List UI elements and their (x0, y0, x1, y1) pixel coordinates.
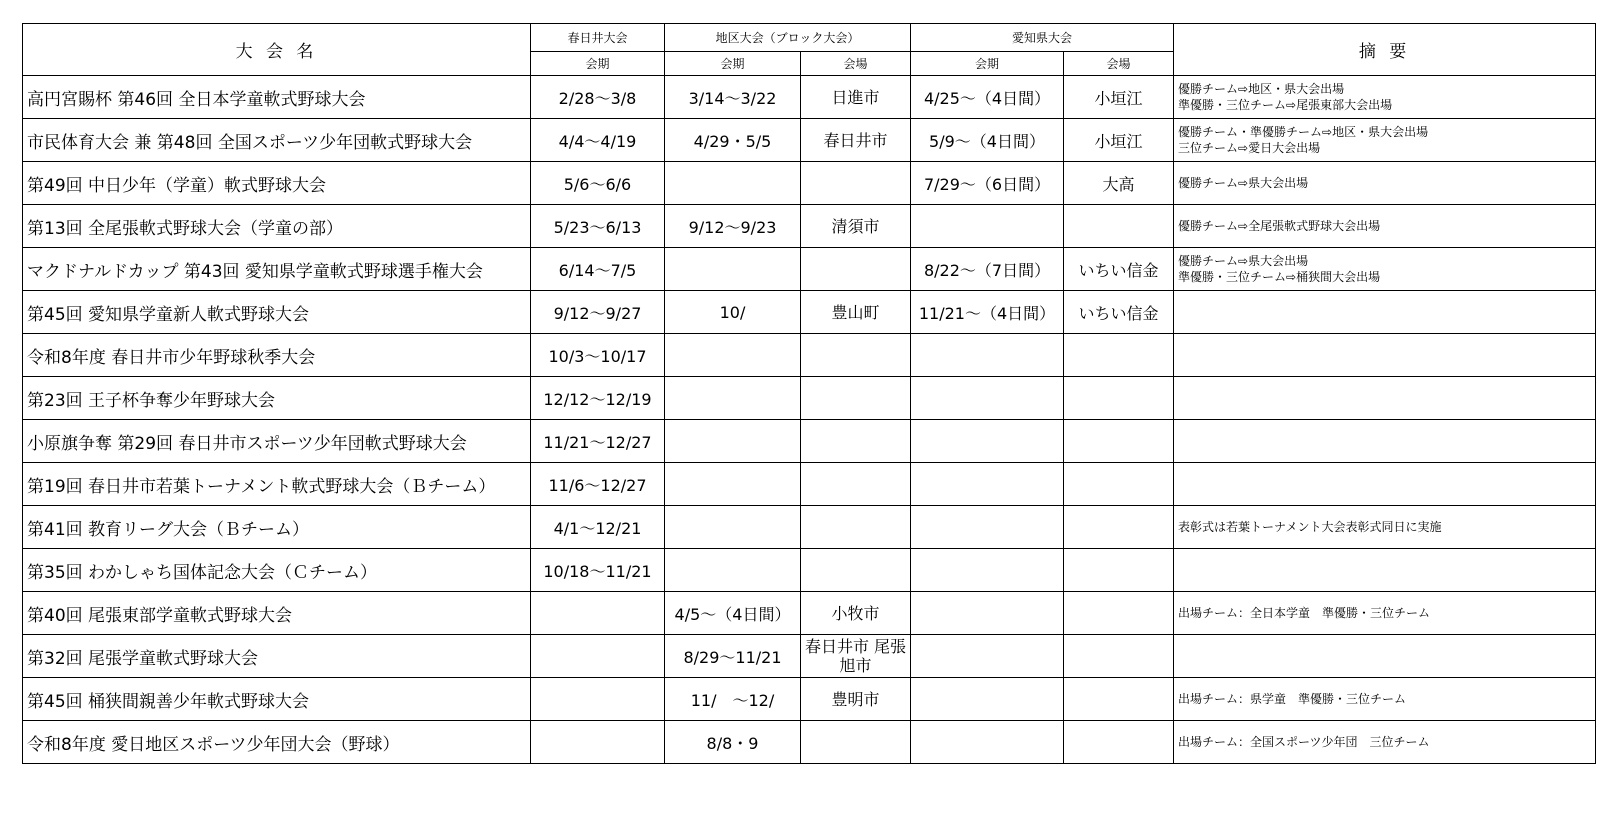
summary-cell: 優勝チーム⇨県大会出場 (1174, 162, 1596, 205)
aichi-venue-cell (1064, 420, 1174, 463)
summary-cell (1174, 377, 1596, 420)
aichi-venue-cell: 大高 (1064, 162, 1174, 205)
district-venue-cell (801, 420, 911, 463)
table-row (23, 334, 1596, 377)
district-period-cell (665, 549, 801, 592)
aichi-venue-cell: 小垣江 (1064, 119, 1174, 162)
kasugai-period-cell: 4/1～12/21 (531, 506, 665, 549)
district-venue-cell (801, 463, 911, 506)
table-body (23, 76, 1596, 764)
aichi-venue-cell (1064, 721, 1174, 764)
kasugai-period-cell: 5/23～6/13 (531, 205, 665, 248)
aichi-period-cell: 8/22～（7日間） (911, 248, 1064, 291)
district-period-cell (665, 377, 801, 420)
kasugai-period-cell (531, 678, 665, 721)
kasugai-period-cell (531, 592, 665, 635)
aichi-venue-cell: いちい信金 (1064, 248, 1174, 291)
district-period-cell (665, 334, 801, 377)
tournament-name-cell: 第49回 中日少年（学童）軟式野球大会 (23, 162, 531, 205)
table-row (23, 162, 1596, 205)
kasugai-period-cell: 11/6～12/27 (531, 463, 665, 506)
summary-cell: 表彰式は若葉トーナメント大会表彰式同日に実施 (1174, 506, 1596, 549)
header-aichi-period: 会期 (911, 52, 1064, 76)
aichi-venue-cell (1064, 678, 1174, 721)
kasugai-period-cell: 2/28～3/8 (531, 76, 665, 119)
aichi-venue-cell (1064, 463, 1174, 506)
summary-cell: 優勝チーム⇨県大会出場 準優勝・三位チーム⇨桶狭間大会出場 (1174, 248, 1596, 291)
aichi-period-cell (911, 721, 1064, 764)
tournament-name-cell: 第41回 教育リーグ大会（Ｂチーム） (23, 506, 531, 549)
district-venue-cell: 豊明市 (801, 678, 911, 721)
aichi-period-cell: 11/21～（4日間） (911, 291, 1064, 334)
aichi-period-cell: 5/9～（4日間） (911, 119, 1064, 162)
tournament-name-cell: 第45回 桶狭間親善少年軟式野球大会 (23, 678, 531, 721)
district-period-cell: 3/14～3/22 (665, 76, 801, 119)
district-venue-cell (801, 506, 911, 549)
table-row (23, 205, 1596, 248)
district-venue-cell (801, 334, 911, 377)
header-district-venue: 会場 (801, 52, 911, 76)
district-venue-cell (801, 162, 911, 205)
tournament-name-cell: 高円宮賜杯 第46回 全日本学童軟式野球大会 (23, 76, 531, 119)
summary-cell (1174, 635, 1596, 678)
header-district-period: 会期 (665, 52, 801, 76)
header-aichi-venue: 会場 (1064, 52, 1174, 76)
district-venue-cell: 春日井市 (801, 119, 911, 162)
kasugai-period-cell (531, 635, 665, 678)
kasugai-period-cell: 5/6～6/6 (531, 162, 665, 205)
aichi-venue-cell (1064, 549, 1174, 592)
header-kasugai: 春日井大会 (531, 24, 665, 52)
aichi-venue-cell (1064, 205, 1174, 248)
aichi-venue-cell (1064, 377, 1174, 420)
table-row (23, 420, 1596, 463)
kasugai-period-cell: 6/14～7/5 (531, 248, 665, 291)
aichi-period-cell (911, 678, 1064, 721)
tournament-name-cell: 令和8年度 春日井市少年野球秋季大会 (23, 334, 531, 377)
header-tournament-name: 大 会 名 (23, 24, 531, 76)
aichi-venue-cell: いちい信金 (1064, 291, 1174, 334)
header-summary: 摘 要 (1174, 24, 1596, 76)
district-period-cell (665, 420, 801, 463)
tournament-name-cell: 第19回 春日井市若葉トーナメント軟式野球大会（Ｂチーム） (23, 463, 531, 506)
tournament-name-cell: 第13回 全尾張軟式野球大会（学童の部） (23, 205, 531, 248)
tournament-name-cell: マクドナルドカップ 第43回 愛知県学童軟式野球選手権大会 (23, 248, 531, 291)
kasugai-period-cell: 12/12～12/19 (531, 377, 665, 420)
table-row (23, 248, 1596, 291)
kasugai-period-cell: 9/12～9/27 (531, 291, 665, 334)
table-row (23, 592, 1596, 635)
aichi-venue-cell: 小垣江 (1064, 76, 1174, 119)
table-row (23, 463, 1596, 506)
header-row-1 (23, 24, 1596, 52)
summary-cell (1174, 549, 1596, 592)
district-period-cell (665, 506, 801, 549)
district-period-cell: 10/ (665, 291, 801, 334)
district-period-cell (665, 162, 801, 205)
summary-cell: 出場チーム：全国スポーツ少年団 三位チーム (1174, 721, 1596, 764)
summary-cell: 優勝チーム・準優勝チーム⇨地区・県大会出場 三位チーム⇨愛日大会出場 (1174, 119, 1596, 162)
table-row (23, 291, 1596, 334)
tournament-name-cell: 市民体育大会 兼 第48回 全国スポーツ少年団軟式野球大会 (23, 119, 531, 162)
table-row (23, 377, 1596, 420)
district-venue-cell: 小牧市 (801, 592, 911, 635)
kasugai-period-cell: 10/18～11/21 (531, 549, 665, 592)
aichi-period-cell (911, 377, 1064, 420)
summary-cell (1174, 291, 1596, 334)
aichi-period-cell (911, 334, 1064, 377)
aichi-period-cell (911, 205, 1064, 248)
district-period-cell: 4/5～（4日間） (665, 592, 801, 635)
district-period-cell: 8/29～11/21 (665, 635, 801, 678)
summary-cell: 出場チーム：県学童 準優勝・三位チーム (1174, 678, 1596, 721)
district-period-cell (665, 463, 801, 506)
tournament-name-cell: 小原旗争奪 第29回 春日井市スポーツ少年団軟式野球大会 (23, 420, 531, 463)
table-row (23, 721, 1596, 764)
tournament-name-cell: 第23回 王子杯争奪少年野球大会 (23, 377, 531, 420)
tournament-schedule-table (22, 23, 1596, 764)
summary-cell (1174, 334, 1596, 377)
district-venue-cell: 清須市 (801, 205, 911, 248)
aichi-period-cell (911, 592, 1064, 635)
district-period-cell: 9/12～9/23 (665, 205, 801, 248)
aichi-venue-cell (1064, 334, 1174, 377)
aichi-period-cell (911, 463, 1064, 506)
header-district: 地区大会（ブロック大会） (665, 24, 911, 52)
district-venue-cell (801, 721, 911, 764)
district-period-cell: 11/ ～12/ (665, 678, 801, 721)
aichi-venue-cell (1064, 635, 1174, 678)
district-period-cell: 4/29・5/5 (665, 119, 801, 162)
aichi-period-cell: 7/29～（6日間） (911, 162, 1064, 205)
summary-cell: 優勝チーム⇨全尾張軟式野球大会出場 (1174, 205, 1596, 248)
table-row (23, 549, 1596, 592)
aichi-period-cell (911, 420, 1064, 463)
district-venue-cell: 豊山町 (801, 291, 911, 334)
district-period-cell (665, 248, 801, 291)
tournament-name-cell: 第35回 わかしゃち国体記念大会（Ｃチーム） (23, 549, 531, 592)
tournament-name-cell: 第45回 愛知県学童新人軟式野球大会 (23, 291, 531, 334)
table-row (23, 678, 1596, 721)
summary-cell: 出場チーム：全日本学童 準優勝・三位チーム (1174, 592, 1596, 635)
header-kasugai-period: 会期 (531, 52, 665, 76)
table-row (23, 76, 1596, 119)
aichi-period-cell (911, 549, 1064, 592)
summary-cell (1174, 463, 1596, 506)
tournament-name-cell: 令和8年度 愛日地区スポーツ少年団大会（野球） (23, 721, 531, 764)
table-row (23, 506, 1596, 549)
district-venue-cell (801, 248, 911, 291)
summary-cell: 優勝チーム⇨地区・県大会出場 準優勝・三位チーム⇨尾張東部大会出場 (1174, 76, 1596, 119)
aichi-period-cell (911, 635, 1064, 678)
district-period-cell: 8/8・9 (665, 721, 801, 764)
aichi-period-cell: 4/25～（4日間） (911, 76, 1064, 119)
aichi-period-cell (911, 506, 1064, 549)
summary-cell (1174, 420, 1596, 463)
kasugai-period-cell (531, 721, 665, 764)
header-aichi: 愛知県大会 (911, 24, 1174, 52)
tournament-name-cell: 第40回 尾張東部学童軟式野球大会 (23, 592, 531, 635)
district-venue-cell (801, 377, 911, 420)
kasugai-period-cell: 11/21～12/27 (531, 420, 665, 463)
kasugai-period-cell: 10/3～10/17 (531, 334, 665, 377)
aichi-venue-cell (1064, 506, 1174, 549)
table-row (23, 635, 1596, 678)
district-venue-cell: 春日井市 尾張旭市 (801, 635, 911, 678)
district-venue-cell: 日進市 (801, 76, 911, 119)
aichi-venue-cell (1064, 592, 1174, 635)
table-row (23, 119, 1596, 162)
district-venue-cell (801, 549, 911, 592)
kasugai-period-cell: 4/4～4/19 (531, 119, 665, 162)
tournament-name-cell: 第32回 尾張学童軟式野球大会 (23, 635, 531, 678)
